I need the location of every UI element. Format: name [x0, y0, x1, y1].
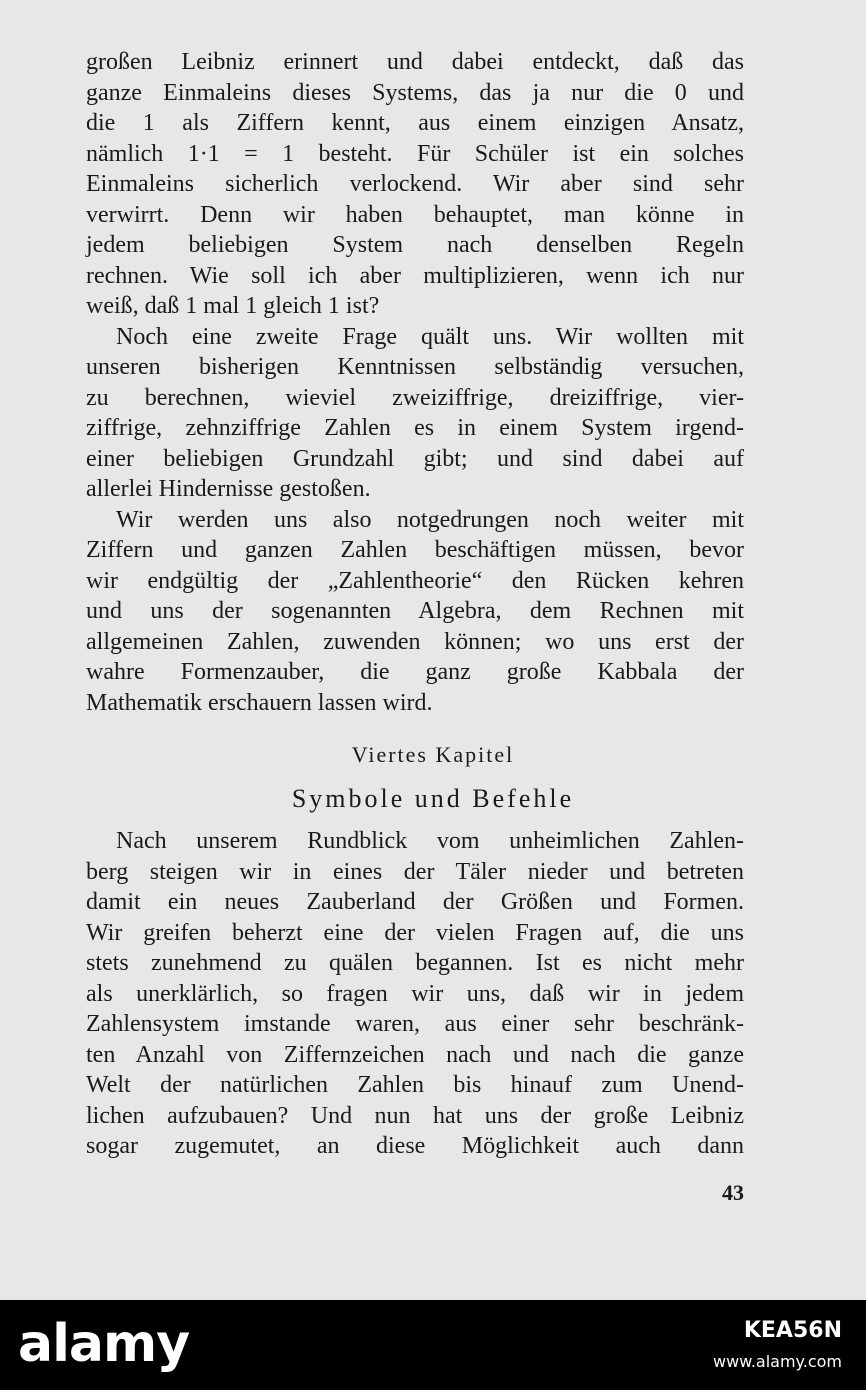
text-line: und uns der sogenannten Algebra, dem Rechnen mit: [86, 598, 744, 624]
text-line: damit ein neues Zauberland der Größen und Formen.: [86, 889, 744, 915]
text-line: allgemeinen Zahlen, zuwenden können; wo uns erst der: [86, 628, 744, 655]
text-line: wahre Formenzauber, die ganz große Kabbala der: [86, 659, 744, 685]
text-line: zu berechnen, wieviel zweiziffrige, dreiziffrige, vier-: [86, 384, 744, 411]
text-line: Ziffern und ganzen Zahlen beschäftigen müssen, bevor: [86, 537, 744, 563]
text-line: stets zunehmend zu quälen begannen. Ist es nicht mehr: [86, 950, 744, 976]
text-line: wir endgültig der „Zahlentheorie“ den Rücken kehren: [86, 567, 744, 594]
image-id: KEA56N: [743, 1318, 842, 1343]
text-line: als unerklärlich, so fragen wir uns, daß wir in jedem: [86, 980, 744, 1007]
text-line: Mathematik erschauern lassen wird.: [86, 689, 433, 716]
text-line: die 1 als Ziffern kennt, aus einem einzigen Ansatz,: [86, 110, 744, 136]
text-line: sogar zugemutet, an diese Möglichkeit auch dann: [86, 1133, 744, 1159]
text-line: berg steigen wir in eines der Täler nieder und betreten: [86, 858, 744, 885]
watermark-footer: [0, 1300, 866, 1390]
text-line: Nach unserem Rundblick vom unheimlichen Zahlen-: [116, 828, 744, 854]
text-line: ganze Einmaleins dieses Systems, das ja nur die 0 und: [86, 79, 744, 106]
text-block-top: [86, 47, 744, 718]
text-line: allerlei Hindernisse gestoßen.: [86, 476, 371, 502]
chapter-label: Viertes Kapitel: [351, 742, 515, 767]
text-line: weiß, daß 1 mal 1 gleich 1 ist?: [86, 293, 380, 319]
text-block-bottom: [86, 826, 744, 1162]
text-line: lichen aufzubauen? Und nun hat uns der große Leibniz: [86, 1102, 744, 1129]
text-line: unseren bisherigen Kenntnissen selbständig versuchen,: [86, 354, 744, 380]
text-line: Zahlensystem imstande waren, aus einer sehr beschränk-: [86, 1011, 744, 1037]
text-line: verwirrt. Denn wir haben behauptet, man könne in: [86, 201, 744, 228]
text-line: großen Leibniz erinnert und dabei entdeckt, daß das: [86, 49, 744, 75]
page-number: 43: [722, 1180, 744, 1205]
text-line: Noch eine zweite Frage quält uns. Wir wollten mit: [116, 323, 744, 350]
text-line: einer beliebigen Grundzahl gibt; und sind dabei auf: [86, 445, 744, 472]
text-line: Wir greifen beherzt eine der vielen Fragen auf, die uns: [86, 919, 744, 946]
text-line: jedem beliebigen System nach denselben Regeln: [86, 232, 744, 258]
text-line: ziffrige, zehnziffrige Zahlen es in einem System irgend-: [86, 415, 744, 441]
text-line: rechnen. Wie soll ich aber multiplizieren, wenn ich nur: [86, 262, 744, 289]
text-line: Welt der natürlichen Zahlen bis hinauf zum Unend-: [86, 1072, 744, 1098]
text-line: nämlich 1·1 = 1 besteht. Für Schüler ist ein solches: [86, 140, 744, 167]
text-line: Wir werden uns also notgedrungen noch weiter mit: [116, 506, 744, 533]
text-line: ten Anzahl von Ziffernzeichen nach und nach die ganze: [86, 1041, 744, 1068]
alamy-logo: alamy: [18, 1314, 190, 1374]
text-line: Einmaleins sicherlich verlockend. Wir aber sind sehr: [86, 171, 744, 197]
chapter-title: Symbole und Befehle: [291, 784, 575, 813]
website-label: www.alamy.com: [713, 1352, 842, 1371]
